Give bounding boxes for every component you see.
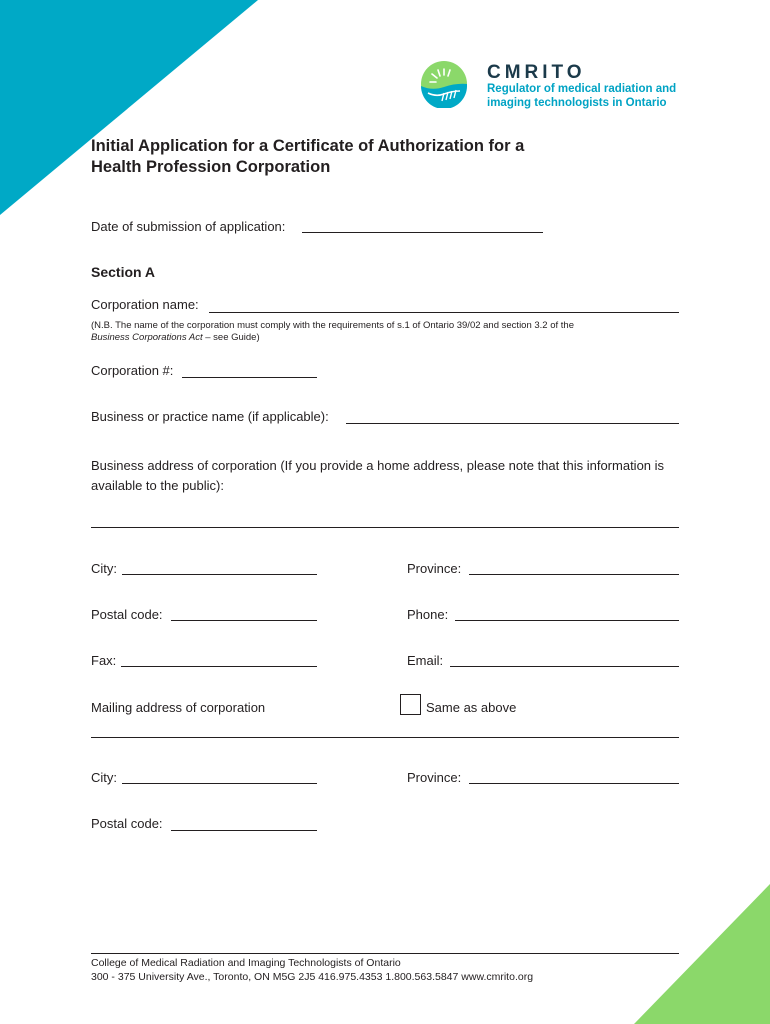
corporation-name-note: [91, 320, 691, 344]
phone-label: Phone:: [407, 607, 449, 622]
footer-divider: [91, 953, 679, 954]
footer-organization: College of Medical Radiation and Imaging Technologists of Ontario: [91, 957, 401, 969]
same-as-above-label: Same as above: [426, 700, 517, 715]
page-title-line-2: Health Profession Corporation: [91, 158, 331, 176]
postal-code-label: Postal code:: [91, 607, 163, 622]
logo-tagline-line-2: imaging technologists in Ontario: [487, 97, 667, 109]
page-title: [91, 136, 691, 178]
mailing-postal-code-field[interactable]: [171, 830, 317, 831]
fax-label: Fax:: [91, 653, 117, 668]
cmrito-logo-icon: [420, 60, 468, 108]
logo-name: CMRITO: [487, 62, 586, 83]
page-title-line-1: Initial Application for a Certificate of Authorization for a: [91, 137, 525, 155]
business-name-label: Business or practice name (if applicable):: [91, 409, 329, 424]
business-name-field[interactable]: [346, 423, 679, 424]
postal-code-field[interactable]: [171, 620, 317, 621]
corner-decoration-teal: [0, 0, 258, 215]
mailing-postal-code-label: Postal code:: [91, 816, 163, 831]
mailing-city-field[interactable]: [122, 783, 317, 784]
fax-field[interactable]: [121, 666, 317, 667]
mailing-city-label: City:: [91, 770, 117, 785]
same-as-above-checkbox[interactable]: [400, 694, 421, 715]
email-field[interactable]: [450, 666, 679, 667]
corporation-number-label: Corporation #:: [91, 363, 174, 378]
city-field[interactable]: [122, 574, 317, 575]
city-label: City:: [91, 561, 117, 576]
logo-tagline: [487, 82, 676, 110]
business-address-field[interactable]: [91, 527, 679, 528]
corporation-number-field[interactable]: [182, 377, 317, 378]
province-field[interactable]: [469, 574, 679, 575]
section-a-heading: Section A: [91, 264, 156, 280]
email-label: Email:: [407, 653, 444, 668]
province-label: Province:: [407, 561, 462, 576]
mailing-province-field[interactable]: [469, 783, 679, 784]
mailing-address-label: Mailing address of corporation: [91, 700, 266, 715]
note-text: (N.B. The name of the corporation must comply with the requirements of s.1 of Ontario 39/02 and section 3.2 of the: [91, 320, 574, 331]
corner-decoration-green: [634, 884, 770, 1024]
phone-field[interactable]: [455, 620, 679, 621]
note-text-end: – see Guide): [202, 332, 260, 343]
mailing-province-label: Province:: [407, 770, 462, 785]
corporation-name-field[interactable]: [209, 312, 679, 313]
note-act-name: Business Corporations Act: [91, 332, 203, 343]
footer-contact: 300 - 375 University Ave., Toronto, ON M5G 2J5 416.975.4353 1.800.563.5847 www.cmrito.org: [91, 971, 534, 983]
business-address-label: Business address of corporation (If you provide a home address, please note that this information is available to the public):: [91, 458, 665, 493]
corporation-name-label: Corporation name:: [91, 297, 199, 312]
date-submission-field[interactable]: [302, 232, 543, 233]
mailing-address-field[interactable]: [91, 737, 679, 738]
logo-tagline-line-1: Regulator of medical radiation and: [487, 83, 677, 95]
date-submission-label: Date of submission of application:: [91, 219, 286, 234]
